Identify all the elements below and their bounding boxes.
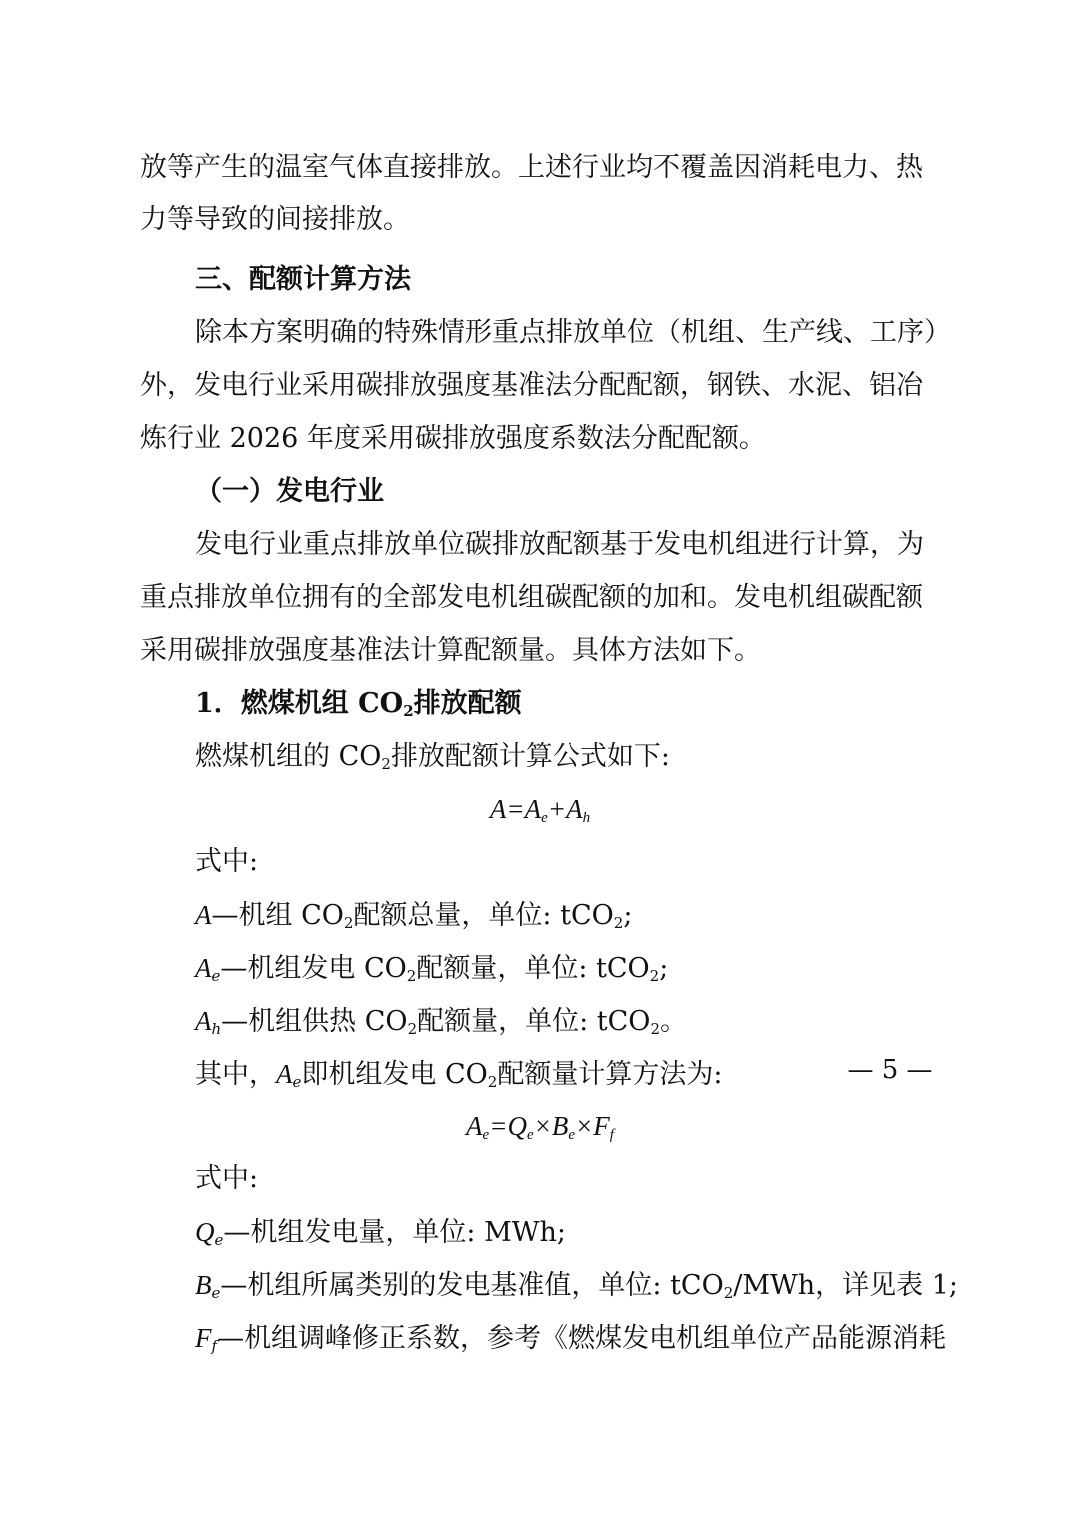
- definition-Be: [195, 1265, 958, 1305]
- subsection-heading: （一）发电行业: [195, 476, 384, 507]
- subscript: 2: [487, 1073, 498, 1091]
- text: 配额总量，单位: tCO: [353, 900, 614, 931]
- paragraph-line: 式中:: [195, 1163, 259, 1194]
- paragraph-line: 炼行业 2026 年度采用碳排放强度系数法分配配额。: [140, 423, 766, 454]
- text: —机组发电 CO: [220, 953, 407, 984]
- text: 排放配额计算公式如下:: [390, 741, 671, 772]
- heading-text: 1．燃煤机组 CO: [195, 688, 404, 719]
- subscript: 2: [403, 702, 414, 720]
- text: 其中，: [195, 1059, 276, 1090]
- definition-Ah: [195, 1001, 687, 1041]
- math-symbol: B: [551, 1111, 569, 1141]
- paragraph-line: 放等产生的温室气体直接排放。上述行业均不覆盖因消耗电力、热: [140, 152, 923, 183]
- math-operator: =: [489, 1111, 508, 1141]
- text: —机组所属类别的发电基准值，单位: tCO: [220, 1270, 724, 1301]
- math-symbol: B: [195, 1270, 212, 1300]
- definition-Qe: [195, 1212, 566, 1252]
- subscript: e: [482, 1127, 490, 1143]
- paragraph-line: 除本方案明确的特殊情形重点排放单位（机组、生产线、工序）: [195, 317, 951, 348]
- subscript: e: [214, 1231, 224, 1249]
- heading-text: 排放配额: [413, 688, 522, 719]
- subscript: f: [609, 1127, 614, 1143]
- math-symbol: F: [593, 1111, 610, 1141]
- text: 配额量，单位: tCO: [417, 1006, 651, 1037]
- item-heading: [195, 684, 522, 724]
- paragraph-line: 式中:: [195, 846, 259, 877]
- math-symbol: A: [195, 953, 212, 983]
- subscript: e: [568, 1127, 576, 1143]
- subscript: 2: [381, 755, 391, 773]
- math-symbol: A: [195, 1006, 212, 1036]
- math-operator: +: [547, 794, 567, 824]
- definition-A: [195, 895, 632, 935]
- math-operator: =: [506, 794, 525, 824]
- math-symbol: A: [195, 900, 212, 930]
- section-heading: 三、配额计算方法: [195, 264, 411, 295]
- subscript: e: [292, 1073, 302, 1091]
- subscript: 2: [406, 967, 417, 985]
- text: ;: [659, 953, 669, 984]
- text: —机组调峰修正系数，参考《燃煤发电机组单位产品能源消耗: [217, 1323, 947, 1354]
- math-symbol: Q: [507, 1111, 527, 1141]
- math-symbol: Q: [195, 1217, 215, 1247]
- text: 。: [659, 1006, 687, 1037]
- text: 配额量计算方法为:: [497, 1059, 723, 1090]
- text: —机组 CO: [211, 900, 344, 931]
- paragraph-line: [195, 737, 670, 777]
- formula-Ae: [140, 1106, 940, 1146]
- text: /MWh，详见表 1;: [733, 1270, 959, 1301]
- subscript: e: [211, 967, 221, 985]
- subscript: 2: [650, 1020, 660, 1038]
- page-number: — 5 —: [847, 1055, 933, 1085]
- paragraph-line: 采用碳排放强度基准法计算配额量。具体方法如下。: [140, 635, 761, 666]
- text: —机组发电量，单位: MWh;: [223, 1217, 566, 1248]
- subscript: 2: [407, 1020, 418, 1038]
- subscript: h: [582, 810, 591, 826]
- subscript: 2: [723, 1284, 734, 1302]
- math-symbol: F: [195, 1323, 212, 1353]
- text: ;: [623, 900, 633, 931]
- paragraph-line: 外，发电行业采用碳排放强度基准法分配配额，钢铁、水泥、铝冶: [140, 370, 923, 401]
- text: —机组供热 CO: [221, 1006, 408, 1037]
- definition-Ae: [195, 948, 668, 988]
- math-symbol: A: [466, 1111, 483, 1141]
- subscript: f: [211, 1337, 218, 1355]
- text: 即机组发电 CO: [301, 1059, 488, 1090]
- subscript: 2: [613, 914, 624, 932]
- paragraph-line: 力等导致的间接排放。: [140, 204, 410, 235]
- definition-Ff: [195, 1318, 946, 1358]
- text: 配额量，单位: tCO: [416, 953, 650, 984]
- paragraph-line: [195, 1054, 722, 1094]
- formula-A: [140, 789, 940, 829]
- subscript: 2: [649, 967, 660, 985]
- subscript: 2: [343, 914, 354, 932]
- math-symbol: A: [524, 794, 542, 824]
- subscript: e: [211, 1284, 221, 1302]
- subscript: e: [541, 810, 548, 826]
- math-symbol: A: [489, 794, 507, 824]
- paragraph-line: 重点排放单位拥有的全部发电机组碳配额的加和。发电机组碳配额: [140, 582, 923, 613]
- math-operator: ×: [533, 1111, 552, 1141]
- subscript: e: [526, 1127, 534, 1143]
- subscript: h: [211, 1020, 222, 1038]
- paragraph-line: 发电行业重点排放单位碳排放配额基于发电机组进行计算，为: [195, 529, 924, 560]
- math-operator: ×: [575, 1111, 594, 1141]
- math-symbol: A: [276, 1059, 293, 1089]
- math-symbol: A: [566, 794, 583, 824]
- text: 燃煤机组的 CO: [195, 741, 382, 772]
